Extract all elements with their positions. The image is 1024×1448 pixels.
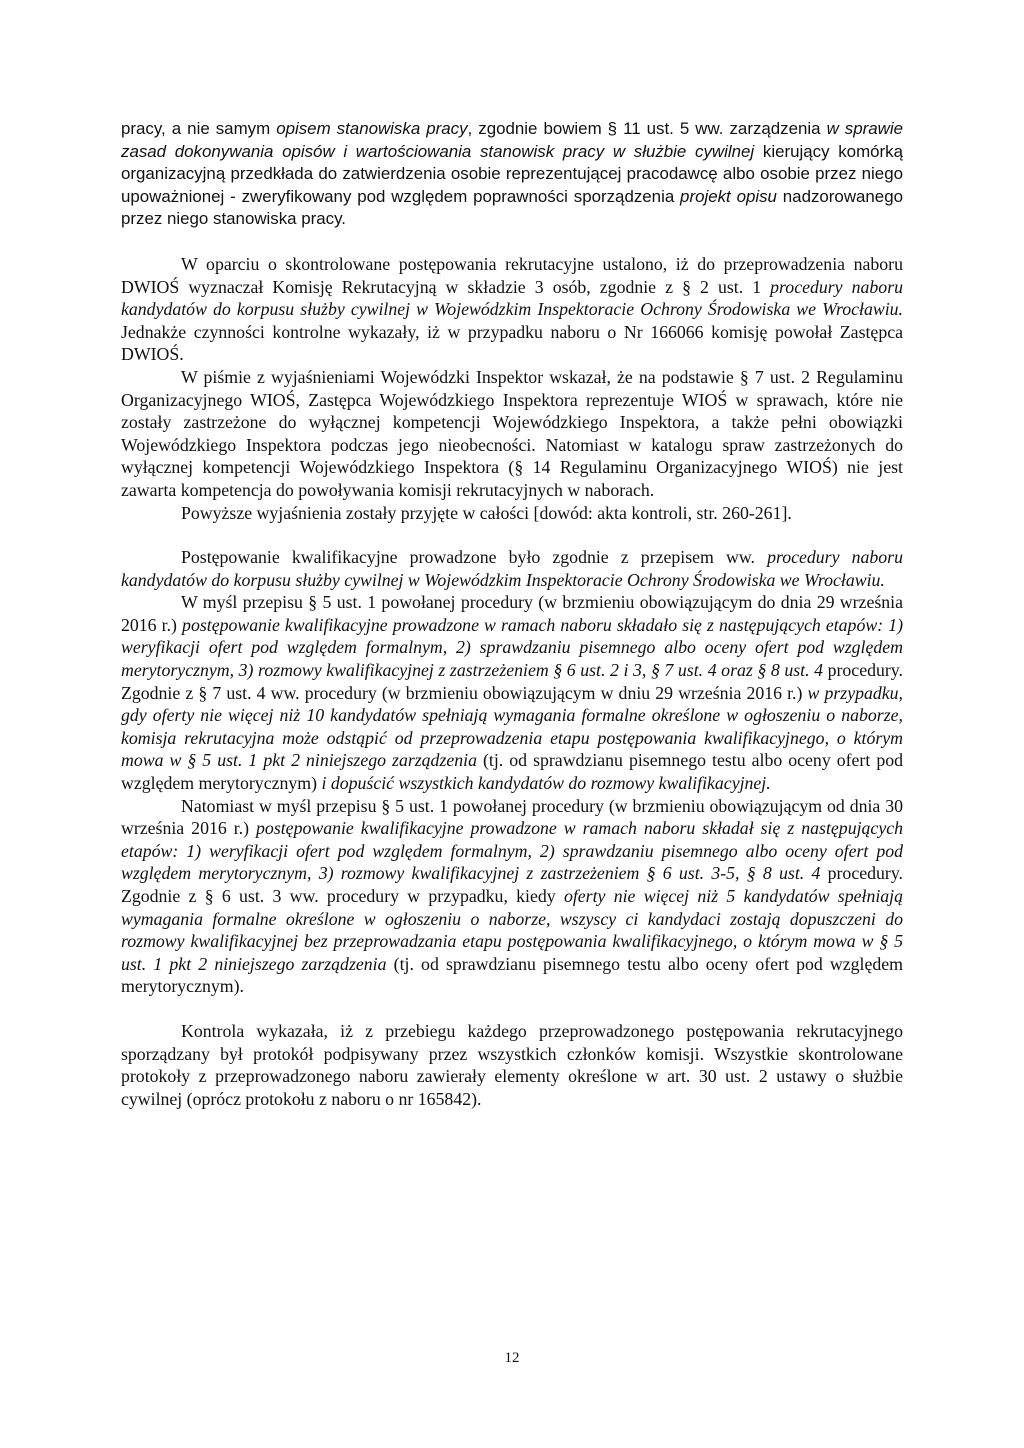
paragraph-p8 — [121, 1020, 903, 1110]
paragraph-p7 — [121, 795, 903, 998]
paragraph-spacer — [121, 524, 903, 546]
text-run: (tj. od sprawdzianu pisemnego testu albo oceny ofert pod względem merytorycznym). — [121, 953, 903, 997]
text-run: Postępowanie kwalifikacyjne prowadzone było zgodnie z przepisem ww. — [181, 547, 768, 568]
paragraph-p2 — [121, 253, 903, 366]
text-run: kierujący komórką organizacyjną przedkłada do zatwierdzenia osobie reprezentującej pracodawcę albo osobie przez niego upoważnionej - zweryfikowany pod względem poprawności sporządzenia — [121, 141, 903, 206]
italic-citation: w sprawie zasad dokonywania opisów i wartościowania stanowisk pracy w służbie cywilnej — [121, 119, 903, 161]
paragraph-spacer — [121, 998, 903, 1020]
italic-citation: procedury naboru kandydatów do korpusu służby cywilnej w Wojewódzkim Inspektoracie Ochrony Środowiska we Wrocławiu. — [121, 276, 903, 320]
paragraph-p6 — [121, 591, 903, 794]
italic-citation: postępowanie kwalifikacyjne prowadzone w ramach naboru składało się z następujących etapów: 1) weryfikacji ofert pod względem formalnym, 2) sprawdzaniu pisemnego albo oceny ofert pod względem merytorycznym, 3) rozmowy kwalifikacyjnej z zastrzeżeniem § 6 ust. 2 i 3, § 7 ust. 4 oraz § 8 ust. 4 — [121, 614, 904, 681]
page-number: 12 — [504, 1350, 520, 1366]
text-run: procedury. Zgodnie z § 7 ust. 4 ww. procedury (w brzmieniu obowiązującym w dniu 29 września 2016 r.) — [121, 660, 903, 703]
body-text — [121, 118, 903, 1110]
italic-citation: opisem stanowiska pracy — [276, 119, 468, 138]
italic-citation: oferty nie więcej niż 5 kandydatów spełniają wymagania formalne określone w ogłoszeniu o naborze, wszyscy ci kandydaci zostają dopuszczeni do rozmowy kwalifikacyjnej bez przeprowadzania etapu postępowania kwalifikacyjnego, o którym mowa w § 5 ust. 1 pkt 2 niniejszego zarządzenia — [121, 886, 903, 974]
text-run: W myśl przepisu § 5 ust. 1 powołanej procedury (w brzmieniu obowiązującym do dnia 29 września 2016 r.) — [121, 592, 903, 635]
paragraph-p1 — [121, 118, 903, 231]
paragraph-p3 — [121, 366, 903, 502]
paragraph-p4 — [121, 502, 903, 525]
text-run: , zgodnie bowiem § 11 ust. 5 ww. zarządzenia — [467, 119, 827, 138]
italic-citation: postępowanie kwalifikacyjne prowadzone w ramach naboru składał się z następujących etapów: 1) weryfikacji ofert pod względem formalnym, 2) sprawdzaniu pisemnego albo oceny ofert pod względem merytorycznym, 3) rozmowy kwalifikacyjnej z zastrzeżeniem § 6 ust. 3-5, § 8 ust. 4 — [121, 818, 903, 884]
text-run: Powyższe wyjaśnienia zostały przyjęte w całości [dowód: akta kontroli, str. 260-261]. — [181, 502, 792, 523]
paragraph-p5 — [121, 546, 903, 591]
paragraph-spacer — [121, 231, 903, 253]
italic-citation: w przypadku, gdy oferty nie więcej niż 10 kandydatów spełniają wymagania formalne określone w ogłoszeniu o naborze, komisja rekrutacyjna może odstąpić od przeprowadzenia etapu postępowania kwalifikacyjnego, o którym mowa w § 5 ust. 1 pkt 2 niniejszego zarządzenia — [121, 682, 903, 771]
text-run: nadzorowanego przez niego stanowiska pracy. — [121, 186, 903, 229]
text-run: pracy, a nie samym — [121, 119, 277, 138]
text-run: procedury. Zgodnie z § 6 ust. 3 ww. procedury w przypadku, kiedy — [121, 863, 903, 906]
text-run: Natomiast w myśl przepisu § 5 ust. 1 powołanej procedury (w brzmieniu obowiązującym od dnia 30 września 2016 r.) — [121, 795, 903, 839]
italic-citation: i dopuścić wszystkich kandydatów do rozmowy kwalifikacyjnej. — [321, 773, 771, 794]
italic-citation: procedury naboru kandydatów do korpusu służby cywilnej w Wojewódzkim Inspektoracie Ochrony Środowiska we Wrocławiu. — [121, 547, 903, 590]
text-run: W piśmie z wyjaśnieniami Wojewódzki Inspektor wskazał, że na podstawie § 7 ust. 2 Regulaminu Organizacyjnego WIOŚ, Zastępca Wojewódzkiego Inspektora reprezentuje WIOŚ w sprawach, które nie zostały zastrzeżone do wyłącznej kompetencji Wojewódzkiego Inspektora, a także pełni obowiązki Wojewódzkiego Inspektora podczas jego nieobecności. Natomiast w katalogu spraw zastrzeżonych do wyłącznej kompetencji Wojewódzkiego Inspektora (§ 14 Regulaminu Organizacyjnego WIOŚ) nie jest zawarta kompetencja do powoływania komisji rekrutacyjnych w naborach. — [121, 366, 903, 500]
text-run: W oparciu o skontrolowane postępowania rekrutacyjne ustalono, iż do przeprowadzenia naboru DWIOŚ wyznaczał Komisję Rekrutacyjną w składzie 3 osób, zgodnie z § 2 ust. 1 — [121, 253, 903, 297]
italic-citation: projekt opisu — [680, 186, 777, 206]
text-run: Kontrola wykazała, iż z przebiegu każdego przeprowadzonego postępowania rekrutacyjnego sporządzany był protokół podpisywany przez wszystkich członków komisji. Wszystkie skontrolowane protokoły z przeprowadzonego naboru zawierały elementy określone w art. 30 ust. 2 ustawy o służbie cywilnej (oprócz protokołu z naboru o nr 165842). — [121, 1020, 903, 1109]
text-run: Jednakże czynności kontrolne wykazały, iż w przypadku naboru o Nr 166066 komisję powołał Zastępca DWIOŚ. — [121, 321, 903, 365]
text-run: (tj. od sprawdzianu pisemnego testu albo oceny ofert pod względem merytorycznym) — [121, 750, 903, 794]
